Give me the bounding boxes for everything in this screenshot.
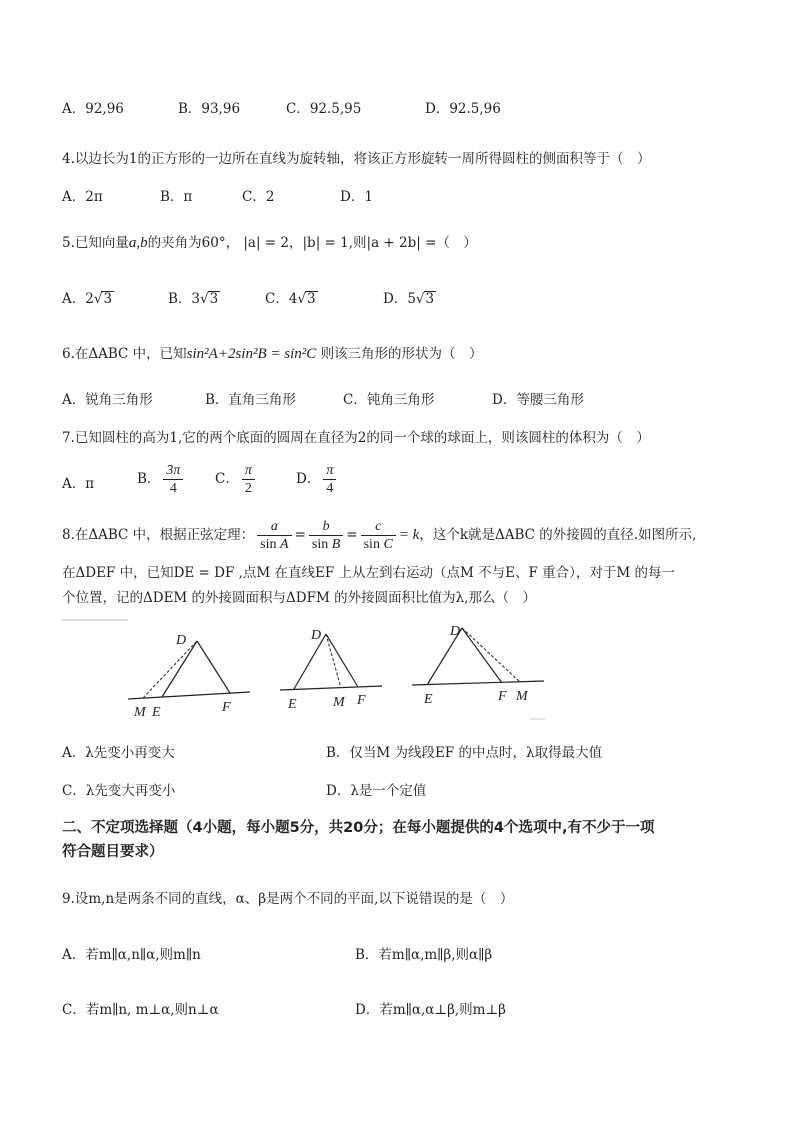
- q6-option-d: D．等腰三角形: [492, 392, 584, 408]
- label-d-3: D: [450, 624, 461, 639]
- q7-option-a: A．π: [62, 476, 95, 492]
- q5-stem-pre: 5.已知向量: [62, 235, 129, 251]
- q8-stem-line2: 在ΔDEF 中，已知DE = DF ,点M 在直线EF 上从左到右运动（点M 不与E、F 重合），对于M 的每一: [62, 565, 676, 581]
- label-e-3: E: [424, 692, 433, 707]
- q5-option-b: B．3√3: [168, 291, 219, 307]
- label-m-2: M: [333, 695, 345, 710]
- q8-fraction-b: $\frac{b}{\text{sin B}}$: [309, 518, 343, 553]
- q9-option-c: C．若m∥n, m⊥α,则n⊥α: [62, 1002, 219, 1018]
- q8-option-a: A．λ先变小再变大: [62, 745, 175, 761]
- q8-stem-line3: 个位置，记的ΔDEM 的外接圆面积与ΔDFM 的外接圆面积比值为λ,那么（ ）: [62, 590, 536, 606]
- q3-option-c: C．92.5,95: [286, 101, 362, 117]
- q8-fraction-a: $\frac{a}{\text{sin A}}$: [257, 518, 291, 553]
- q8-option-b: B．仅当M 为线段EF 的中点时，λ取得最大值: [326, 745, 603, 761]
- q5-vectors: a,b: [128, 235, 148, 251]
- q3-option-b: B．93,96: [178, 101, 241, 117]
- q7-option-b: B． $\frac{3\pi}{4}$: [137, 462, 186, 497]
- q8-option-c: C．λ先变大再变小: [62, 783, 176, 799]
- label-e-1: E: [152, 705, 161, 720]
- q6-option-a: A．锐角三角形: [62, 392, 153, 408]
- q5-option-d: D．5√3: [383, 291, 435, 307]
- q5-radicand-d: 3: [425, 291, 435, 307]
- q5-condition: |a| = 2，|b| = 1,: [243, 235, 354, 251]
- q6-option-c: C．钝角三角形: [343, 392, 435, 408]
- q6-stem: 6.在ΔABC 中，已知sin²A+2sin²B = sin²C 则该三角形的形状为（ ）: [62, 346, 483, 362]
- q4-option-d: D．1: [340, 189, 373, 205]
- q5-radicand-b: 3: [209, 291, 219, 307]
- q5-option-c: C．4√3: [265, 291, 316, 307]
- label-e-2: E: [288, 697, 297, 712]
- q5-radicand-a: 3: [103, 291, 113, 307]
- q4-stem: 4.以边长为1的正方形的一边所在直线为旋转轴，将该正方形旋转一周所得圆柱的侧面积等于（ ）: [62, 151, 651, 167]
- figure-3: [412, 624, 545, 719]
- q9-option-d: D．若m∥α,α⊥β,则m⊥β: [355, 1002, 506, 1018]
- q9-stem: 9.设m,n是两条不同的直线，α、β是两个不同的平面,以下说错误的是（ ）: [62, 891, 514, 907]
- q5-option-a: A．2√3: [62, 291, 113, 307]
- q5-radicand-c: 3: [307, 291, 316, 307]
- q9-option-b: B．若m∥α,m∥β,则α∥β: [355, 947, 493, 963]
- q7-stem: 7.已知圆柱的高为1,它的两个底面的圆周在直径为2的同一个球的球面上，则该圆柱的体积为（ ）: [62, 430, 650, 446]
- q7-option-d: D． $\frac{\pi}{4}$: [296, 462, 339, 497]
- q3-option-a: A．92,96: [62, 101, 124, 117]
- label-f-1: F: [222, 700, 231, 715]
- q4-option-c: C．2: [242, 189, 275, 205]
- q3-option-d: D．92.5,96: [425, 101, 501, 117]
- label-m-3: M: [516, 689, 528, 704]
- q6-option-b: B．直角三角形: [205, 392, 296, 408]
- q5-stem-mid: 的夹角为60°，: [147, 235, 240, 251]
- label-d-1: D: [176, 633, 187, 648]
- section-2-title-line1: 二、不定项选择题（4小题，每小题5分，共20分；在每小题提供的4个选项中,有不少于一项: [62, 820, 655, 836]
- q4-option-a: A．2π: [62, 189, 103, 205]
- q7-option-c: C． $\frac{\pi}{2}$: [215, 462, 258, 497]
- label-d-2: D: [311, 628, 322, 643]
- q8-stem-line1: 8.在ΔABC 中，根据正弦定理： $\frac{a}{\text{sin A}}$ = $\frac{b}{\text{sin B}}$ = $\frac{c}{\text{sin C}}$ = k，这个k就是ΔABC 的外接圆的直径.如图所示,: [62, 519, 697, 552]
- label-f-3: F: [498, 689, 507, 704]
- q8-option-d: D．λ是一个定值: [326, 783, 427, 799]
- label-m-1: M: [134, 705, 146, 720]
- figure-1: [128, 633, 250, 720]
- label-f-2: F: [357, 693, 366, 708]
- q4-option-b: B．π: [160, 189, 193, 205]
- q6-expression: sin²A+2sin²B = sin²C: [186, 346, 317, 362]
- section-2-title-line2: 符合题目要求）: [62, 844, 164, 860]
- q9-option-a: A．若m∥α,n∥α,则m∥n: [62, 947, 201, 963]
- q5-question: 则|a + 2b| =（ ）: [353, 235, 477, 251]
- figure-2: [280, 628, 382, 712]
- q8-fraction-c: $\frac{c}{\text{sin C}}$: [361, 518, 396, 553]
